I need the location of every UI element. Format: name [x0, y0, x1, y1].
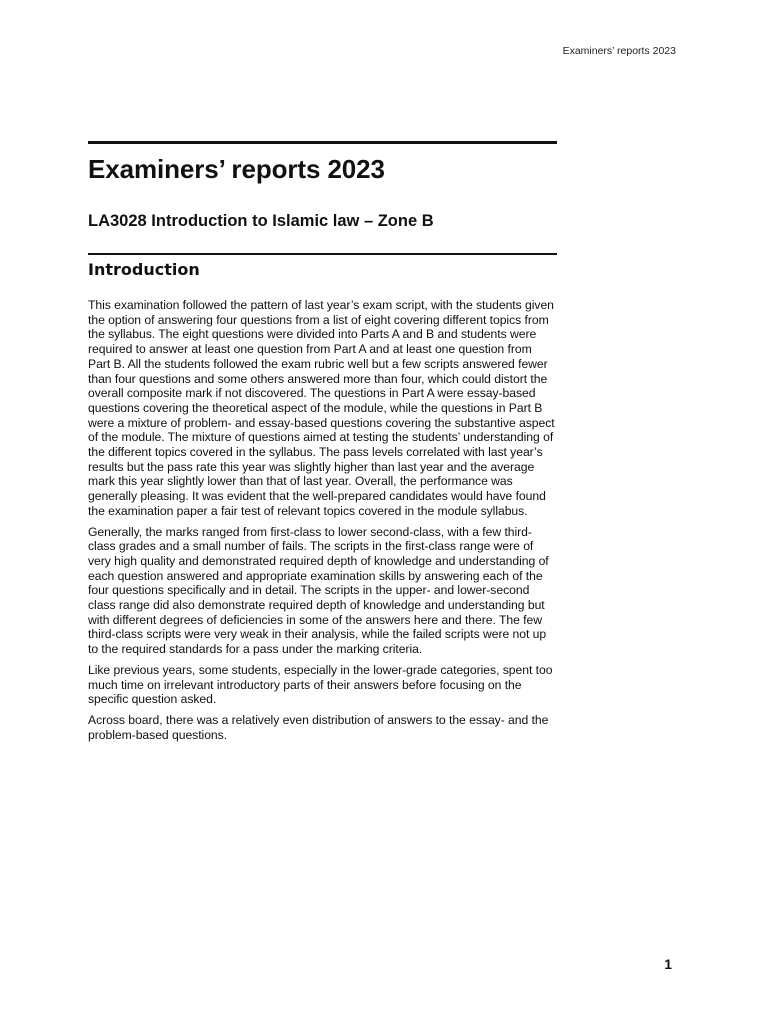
introduction-body [88, 298, 557, 742]
paragraph: Generally, the marks ranged from first-class to lower second-class, with a few third-class grades and a small number of fails. The scripts in the first-class range were of very high quality and demonstrated required depth of knowledge and understanding of each question answered and appropriate examination skills by answering each of the four questions specifically and in detail. The scripts in the upper- and lower-second class range did also demonstrate required depth of knowledge and understanding but with different degrees of deficiencies in some of the answers here and there. The few third-class scripts were very weak in their analysis, while the failed scripts were not up to the required standards for a pass under the marking criteria. [88, 524, 549, 657]
running-header: Examiners’ reports 2023 [562, 45, 676, 57]
paragraph: Across board, there was a relatively even distribution of answers to the essay- and the problem-based questions. [88, 712, 549, 742]
paragraph: Like previous years, some students, especially in the lower-grade categories, spent too much time on irrelevant introductory parts of their answers before focusing on the specific question asked. [88, 662, 553, 707]
section-heading-introduction: Introduction [88, 260, 200, 279]
top-rule [88, 141, 557, 144]
paragraph: This examination followed the pattern of last year’s exam script, with the students given the option of answering four questions from a list of eight covering different topics from the syllabus. The eight questions were divided into Parts A and B and students were required to answer at least one question from Part A and at least one question from Part B. All the students followed the exam rubric well but a few scripts answered fewer than four questions and some others answered more than four, which could distort the overall composite mark if not discovered. The questions in Part A were essay-based questions covering the theoretical aspect of the module, while the questions in Part B were a mixture of problem- and essay-based questions covering the substantive aspect of the module. The mixture of questions aimed at testing the students’ understanding of the different topics covered in the syllabus. The pass levels correlated with last year’s results but the pass rate this year was slightly higher than last year and the average mark this year slightly lower than that of last year. Overall, the performance was generally pleasing. It was evident that the well-prepared candidates would have found the examination paper a fair test of relevant topics covered in the module syllabus. [88, 298, 555, 518]
page-number: 1 [664, 956, 672, 972]
report-content [88, 141, 557, 748]
section-rule [88, 253, 557, 255]
course-subtitle: LA3028 Introduction to Islamic law – Zone B [88, 212, 434, 230]
page-title: Examiners’ reports 2023 [88, 154, 385, 184]
